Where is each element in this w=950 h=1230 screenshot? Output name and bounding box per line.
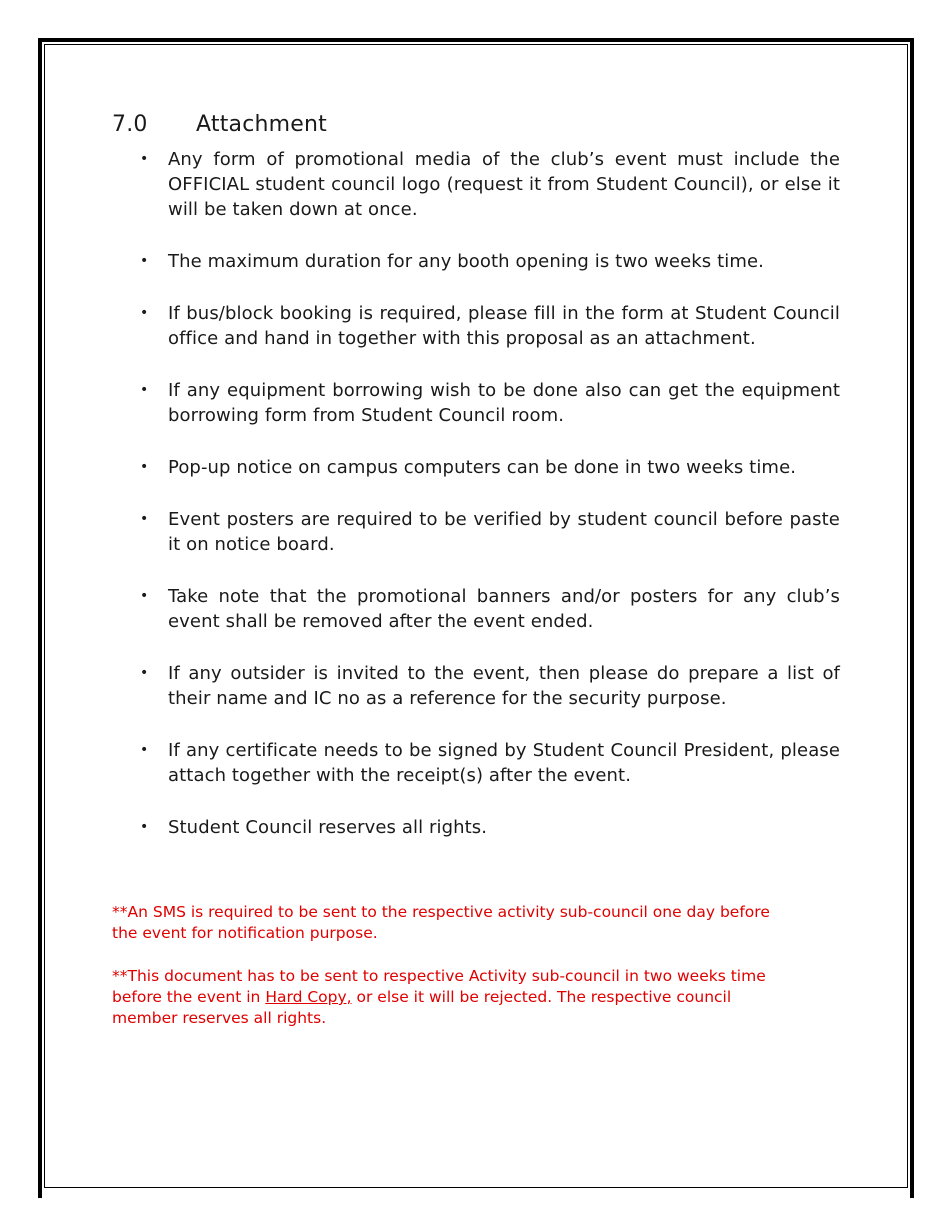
bullet-icon: • <box>140 382 149 398</box>
bullet-icon: • <box>140 665 149 681</box>
list-item <box>112 661 840 711</box>
rules-list <box>112 147 840 840</box>
list-item-text: Any form of promotional media of the club’s event must include the OFFICIAL student council logo (request it from Student Council), or else it will be taken down at once. <box>168 149 840 220</box>
bullet-icon: • <box>140 742 149 758</box>
list-item-text: Take note that the promotional banners and/or posters for any club’s event shall be removed after the event ended. <box>168 586 840 632</box>
list-item-text: If any certificate needs to be signed by Student Council President, please attach together with the receipt(s) after the event. <box>168 740 840 786</box>
important-notes <box>112 902 792 1029</box>
section-title: Attachment <box>196 112 327 137</box>
bullet-icon: • <box>140 459 149 475</box>
list-item <box>112 378 840 428</box>
document-note-text-end: or else it will be rejected. The respective council member reserves all rights. <box>112 988 732 1027</box>
list-item-text: Student Council reserves all rights. <box>168 817 488 838</box>
document-note <box>112 966 792 1029</box>
bullet-icon: • <box>140 305 149 321</box>
list-item <box>112 815 840 840</box>
bullet-icon: • <box>140 253 149 269</box>
bullet-icon: • <box>140 151 149 167</box>
list-item-text: If any outsider is invited to the event, then please do prepare a list of their name and IC no as a reference for the security purpose. <box>168 663 840 709</box>
document-content <box>112 112 840 1051</box>
list-item-text: If bus/block booking is required, please fill in the form at Student Council office and hand in together with this proposal as an attachment. <box>168 303 840 349</box>
list-item-text: If any equipment borrowing wish to be done also can get the equipment borrowing form from Student Council room. <box>168 380 840 426</box>
bullet-icon: • <box>140 588 149 604</box>
list-item <box>112 249 840 274</box>
bullet-icon: • <box>140 819 149 835</box>
document-note-text: **This document has to be sent to respective Activity sub-council in two weeks time before the event in <box>112 967 766 1006</box>
list-item-text: Event posters are required to be verified by student council before paste it on notice board. <box>168 509 840 555</box>
list-item <box>112 147 840 222</box>
section-number: 7.0 <box>112 112 148 137</box>
list-item-text: Pop-up notice on campus computers can be done in two weeks time. <box>168 457 797 478</box>
list-item <box>112 301 840 351</box>
section-heading <box>112 112 840 137</box>
list-item <box>112 738 840 788</box>
list-item-text: The maximum duration for any booth opening is two weeks time. <box>168 251 764 272</box>
list-item <box>112 584 840 634</box>
sms-note: **An SMS is required to be sent to the respective activity sub-council one day before the event for notification purpose. <box>112 903 770 942</box>
list-item <box>112 455 840 480</box>
bullet-icon: • <box>140 511 149 527</box>
list-item <box>112 507 840 557</box>
hard-copy-emphasis: Hard Copy, <box>265 988 352 1006</box>
